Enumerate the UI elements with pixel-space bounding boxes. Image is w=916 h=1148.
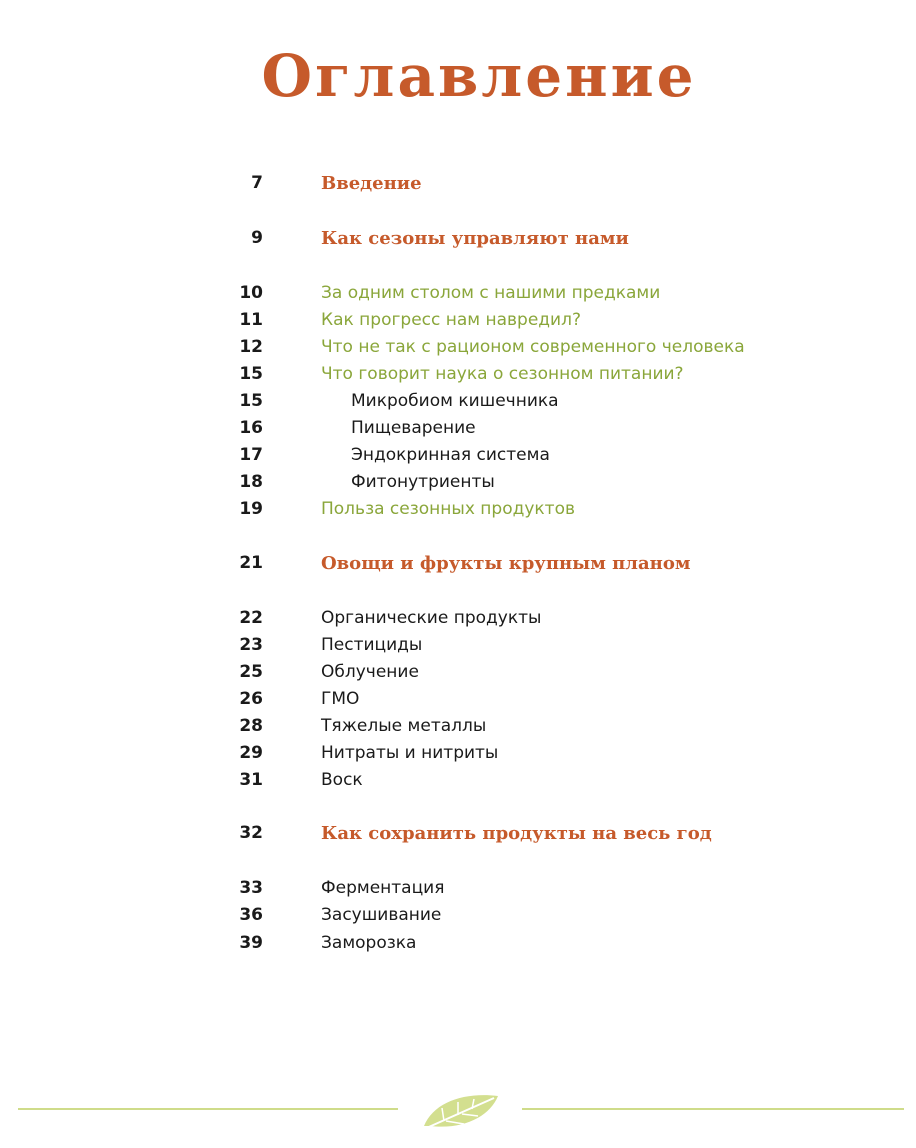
toc-entry-title: Что говорит наука о сезонном питании? bbox=[321, 364, 684, 384]
footer-divider-right bbox=[522, 1108, 904, 1110]
footer-divider-left bbox=[18, 1108, 398, 1110]
toc-entry-title: Как сохранить продукты на весь год bbox=[321, 823, 712, 844]
toc-page-number: 9 bbox=[251, 228, 263, 248]
leaf-icon bbox=[420, 1090, 502, 1134]
toc-entry bbox=[0, 170, 916, 197]
toc-entry-title: Что не так с рационом современного человека bbox=[321, 337, 745, 357]
toc-page-number: 12 bbox=[239, 337, 263, 357]
toc-entry bbox=[0, 767, 916, 794]
toc-page-number: 10 bbox=[239, 283, 263, 303]
toc-page-number: 39 bbox=[239, 933, 263, 953]
toc-entry bbox=[0, 361, 916, 388]
toc-page-number: 16 bbox=[239, 418, 263, 438]
toc-entry-title: Заморозка bbox=[321, 933, 417, 953]
toc-page-number: 31 bbox=[239, 770, 263, 790]
toc-entry bbox=[0, 334, 916, 361]
toc-entry bbox=[0, 820, 916, 847]
toc-entry-title: Пестициды bbox=[321, 635, 423, 655]
toc-entry bbox=[0, 496, 916, 523]
toc-page-number: 32 bbox=[239, 823, 263, 843]
toc-page-number: 29 bbox=[239, 743, 263, 763]
toc-entry bbox=[0, 388, 916, 415]
toc-entry-title: Как прогресс нам навредил? bbox=[321, 310, 581, 330]
toc-entry bbox=[0, 225, 916, 252]
toc-entry-title: Эндокринная система bbox=[351, 445, 550, 465]
toc-entry-title: Тяжелые металлы bbox=[321, 716, 487, 736]
toc-entry-title: Засушивание bbox=[321, 905, 442, 925]
leaf-shape bbox=[424, 1095, 498, 1127]
toc-entry bbox=[0, 415, 916, 442]
toc-page-number: 15 bbox=[239, 391, 263, 411]
toc-page-number: 17 bbox=[239, 445, 263, 465]
toc-entry-title: Польза сезонных продуктов bbox=[321, 499, 576, 519]
toc-page-number: 33 bbox=[239, 878, 263, 898]
toc-entry bbox=[0, 659, 916, 686]
toc-entry-title: ГМО bbox=[321, 689, 360, 709]
toc-entry-title: Микробиом кишечника bbox=[351, 391, 559, 411]
toc-entry bbox=[0, 713, 916, 740]
toc-entry-title: Облучение bbox=[321, 662, 419, 682]
toc-entry bbox=[0, 930, 916, 957]
toc-page-number: 11 bbox=[239, 310, 263, 330]
toc-entry-title: За одним столом с нашими предками bbox=[321, 283, 661, 303]
toc-page-number: 18 bbox=[239, 472, 263, 492]
toc-entry bbox=[0, 550, 916, 577]
toc-entry bbox=[0, 686, 916, 713]
toc-entry bbox=[0, 307, 916, 334]
toc-page-number: 23 bbox=[239, 635, 263, 655]
toc-entry bbox=[0, 469, 916, 496]
toc-page-number: 7 bbox=[251, 173, 263, 193]
toc-entry bbox=[0, 280, 916, 307]
toc-page-number: 21 bbox=[239, 553, 263, 573]
toc-entry bbox=[0, 902, 916, 929]
toc-entry-title: Введение bbox=[321, 173, 422, 194]
toc-entry bbox=[0, 632, 916, 659]
toc-entry-title: Пищеварение bbox=[351, 418, 476, 438]
toc-entry-title: Овощи и фрукты крупным планом bbox=[321, 553, 691, 574]
toc-page-number: 28 bbox=[239, 716, 263, 736]
page-title: Оглавление bbox=[261, 41, 697, 110]
toc-entry bbox=[0, 740, 916, 767]
toc-page-number: 22 bbox=[239, 608, 263, 628]
toc-entry bbox=[0, 875, 916, 902]
toc-page-number: 26 bbox=[239, 689, 263, 709]
toc-entry-title: Как сезоны управляют нами bbox=[321, 228, 629, 249]
toc-page-number: 19 bbox=[239, 499, 263, 519]
toc-page-number: 25 bbox=[239, 662, 263, 682]
toc-entry-title: Фитонутриенты bbox=[351, 472, 495, 492]
toc-entry-title: Нитраты и нитриты bbox=[321, 743, 499, 763]
toc-entry bbox=[0, 605, 916, 632]
toc-entry-title: Ферментация bbox=[321, 878, 445, 898]
toc-page-number: 15 bbox=[239, 364, 263, 384]
toc-entry-title: Воск bbox=[321, 770, 363, 790]
toc-entry bbox=[0, 442, 916, 469]
toc-entry-title: Органические продукты bbox=[321, 608, 542, 628]
toc-page-number: 36 bbox=[239, 905, 263, 925]
